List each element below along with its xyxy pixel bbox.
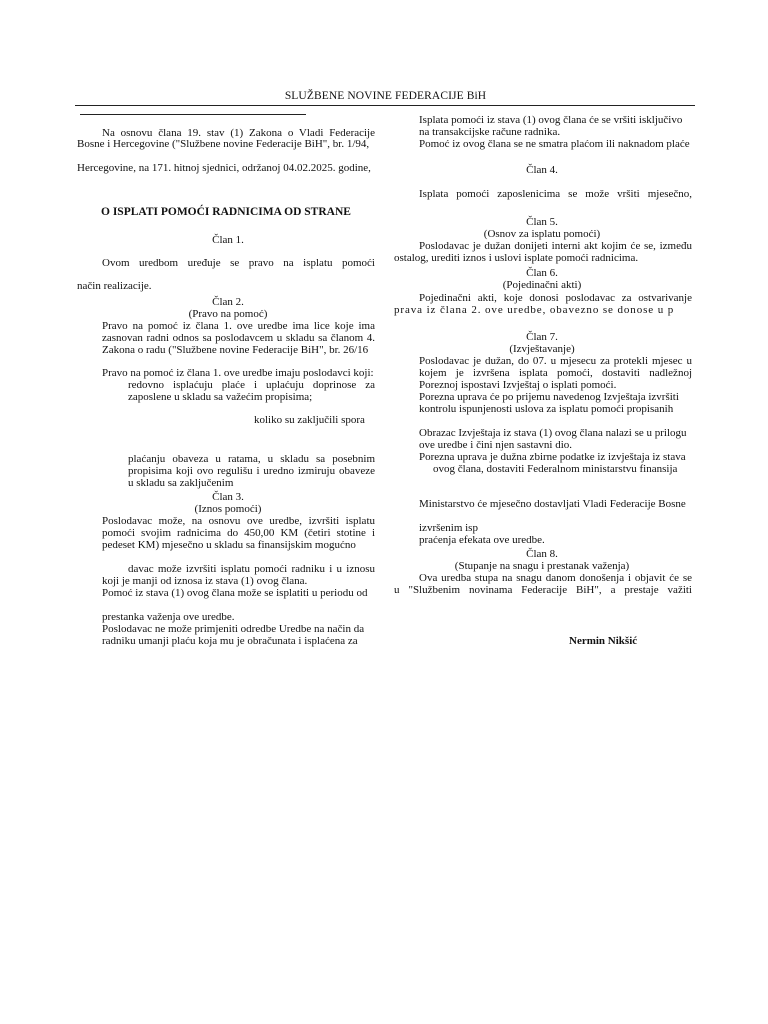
clan-2-line-10: u skladu sa zaključenim bbox=[128, 477, 234, 489]
clan-7-line-12: praćenja efekata ove uredbe. bbox=[419, 534, 545, 546]
clan-6-subtitle: (Pojedinačni akti) bbox=[502, 279, 582, 291]
right-line-3: Pomoć iz ovog člana se ne smatra plaćom ili naknadom plaće bbox=[419, 138, 690, 150]
clan-2-line-5: redovno isplaćuju plaće i uplaćuju doprinose za bbox=[128, 379, 375, 391]
clan-2-subtitle: (Pravo na pomoć) bbox=[188, 308, 268, 320]
clan-1-title: Član 1. bbox=[212, 234, 244, 246]
clan-7-line-6: Obrazac Izvještaja iz stava (1) ovog člana nalazi se u prilogu bbox=[419, 427, 687, 439]
clan-2-line-6: zaposlene u skladu sa važećim propisima; bbox=[128, 391, 313, 403]
clan-4-title: Član 4. bbox=[526, 164, 558, 176]
clan-2-line-4: Pravo na pomoć iz člana 1. ove uredbe imaju poslodavci koji: bbox=[102, 367, 374, 379]
signature-name: Nermin Nikšić bbox=[569, 635, 638, 647]
clan-2-line-3: Zakona o radu ("Službene novine Federacije BiH", br. 26/16 bbox=[102, 344, 369, 356]
clan-3-line-8: Poslodavac ne može primjeniti odredbe Uredbe na način da bbox=[102, 623, 365, 635]
clan-8-line-1: Ova uredba stupa na snagu danom donošenja i objavit će se bbox=[419, 572, 692, 584]
clan-3-line-3: pedeset KM) mjesečno u skladu sa finansijskim mogućno bbox=[102, 539, 356, 551]
intro-line-2: Bosne i Hercegovine ("Službene novine Federacije BiH", br. 1/94, bbox=[77, 138, 370, 150]
clan-1-line-1: Ovom uredbom uređuje se pravo na isplatu pomoći bbox=[102, 257, 375, 269]
clan-7-line-9: ovog člana, dostaviti Federalnom ministarstvu finansija bbox=[433, 463, 678, 475]
clan-7-title: Član 7. bbox=[526, 331, 558, 343]
clan-8-line-2: u "Službenim novinama Federacije BiH", a prestaje važiti bbox=[394, 584, 692, 596]
clan-6-line-1: Pojedinačni akti, koje donosi poslodavac za ostvarivanje bbox=[419, 292, 692, 304]
clan-5-line-1: Poslodavac je dužan donijeti interni akt kojim će se, između bbox=[419, 240, 692, 252]
right-line-1: Isplata pomoći iz stava (1) ovog člana će se vršiti isključivo bbox=[419, 114, 683, 126]
decree-heading: O ISPLATI POMOĆI RADNICIMA OD STRANE bbox=[101, 206, 351, 218]
clan-3-line-6: Pomoć iz stava (1) ovog člana može se isplatiti u periodu od bbox=[102, 587, 368, 599]
clan-7-line-7: ove uredbe i čini njen sastavni dio. bbox=[419, 439, 573, 451]
clan-5-line-2: ostalog, urediti iznos i uslovi isplate pomoći radnicima. bbox=[394, 252, 639, 264]
clan-7-line-2: kojem je izvršena isplata pomoći, dostaviti nadležnoj bbox=[419, 367, 692, 379]
header-rule bbox=[75, 105, 695, 106]
intro-line-1: Na osnovu člana 19. stav (1) Zakona o Vladi Federacije bbox=[102, 127, 375, 139]
right-line-2: na transakcijske račune radnika. bbox=[419, 126, 561, 138]
clan-3-line-9: radniku umanji plaću koja mu je obračunata i isplaćena za bbox=[102, 635, 358, 647]
clan-2-line-9: propisima koji ovo regulišu i uredno izmiruju obaveze bbox=[128, 465, 375, 477]
clan-7-line-4: Porezna uprava će po prijemu navedenog Izvještaja izvršiti bbox=[419, 391, 679, 403]
clan-7-line-8: Porezna uprava je dužna zbirne podatke iz izvještaja iz stava bbox=[419, 451, 686, 463]
clan-3-line-1: Poslodavac može, na osnovu ove uredbe, izvršiti isplatu bbox=[102, 515, 375, 527]
clan-3-line-5: koji je manji od iznosa iz stava (1) ovog člana. bbox=[102, 575, 308, 587]
clan-3-line-7: prestanka važenja ove uredbe. bbox=[102, 611, 235, 623]
clan-4-line-1: Isplata pomoći zaposlenicima se može vršiti mjesečno, bbox=[419, 188, 692, 200]
page-header: SLUŽBENE NOVINE FEDERACIJE BiH bbox=[284, 90, 487, 102]
clan-6-title: Član 6. bbox=[526, 267, 558, 279]
clan-7-line-3: Poreznoj ispostavi Izvještaj o isplati pomoći. bbox=[419, 379, 617, 391]
clan-3-subtitle: (Iznos pomoći) bbox=[194, 503, 262, 515]
clan-8-title: Član 8. bbox=[526, 548, 558, 560]
clan-2-line-2: zasnovan radni odnos sa poslodavcem u skladu sa članom 4. bbox=[102, 332, 375, 344]
clan-2-line-1: Pravo na pomoć iz člana 1. ove uredbe ima lice koje ima bbox=[102, 320, 375, 332]
clan-3-line-2: pomoći svojim radnicima do 450,00 KM (četiri stotine i bbox=[102, 527, 375, 539]
clan-5-title: Član 5. bbox=[526, 216, 558, 228]
clan-7-line-5: kontrolu ispunjenosti uslova za isplatu pomoći propisanih bbox=[419, 403, 674, 415]
clan-6-line-2: prava iz člana 2. ove uredbe, obavezno se donose u p bbox=[394, 304, 675, 316]
clan-7-line-10: Ministarstvo će mjesečno dostavljati Vladi Federacije Bosne bbox=[419, 498, 686, 510]
clan-7-line-11: izvršenim isp bbox=[419, 522, 478, 534]
clan-7-line-1: Poslodavac je dužan, do 07. u mjesecu za protekli mjesec u bbox=[419, 355, 692, 367]
clan-2-line-8: plaćanju obaveza u ratama, u skladu sa posebnim bbox=[128, 453, 375, 465]
clan-1-line-2: način realizacije. bbox=[77, 280, 152, 292]
clan-3-line-4: davac može izvršiti isplatu pomoći radniku i u iznosu bbox=[128, 563, 375, 575]
clan-3-title: Član 3. bbox=[212, 491, 244, 503]
clan-7-subtitle: (Izvještavanje) bbox=[509, 343, 575, 355]
clan-2-line-7: koliko su zaključili spora bbox=[254, 414, 365, 426]
intro-line-3: Hercegovine, na 171. hitnoj sjednici, održanoj 04.02.2025. godine, bbox=[77, 162, 371, 174]
clan-8-subtitle: (Stupanje na snagu i prestanak važenja) bbox=[454, 560, 630, 572]
left-column-rule bbox=[80, 114, 306, 115]
clan-2-title: Član 2. bbox=[212, 296, 244, 308]
clan-5-subtitle: (Osnov za isplatu pomoći) bbox=[483, 228, 601, 240]
